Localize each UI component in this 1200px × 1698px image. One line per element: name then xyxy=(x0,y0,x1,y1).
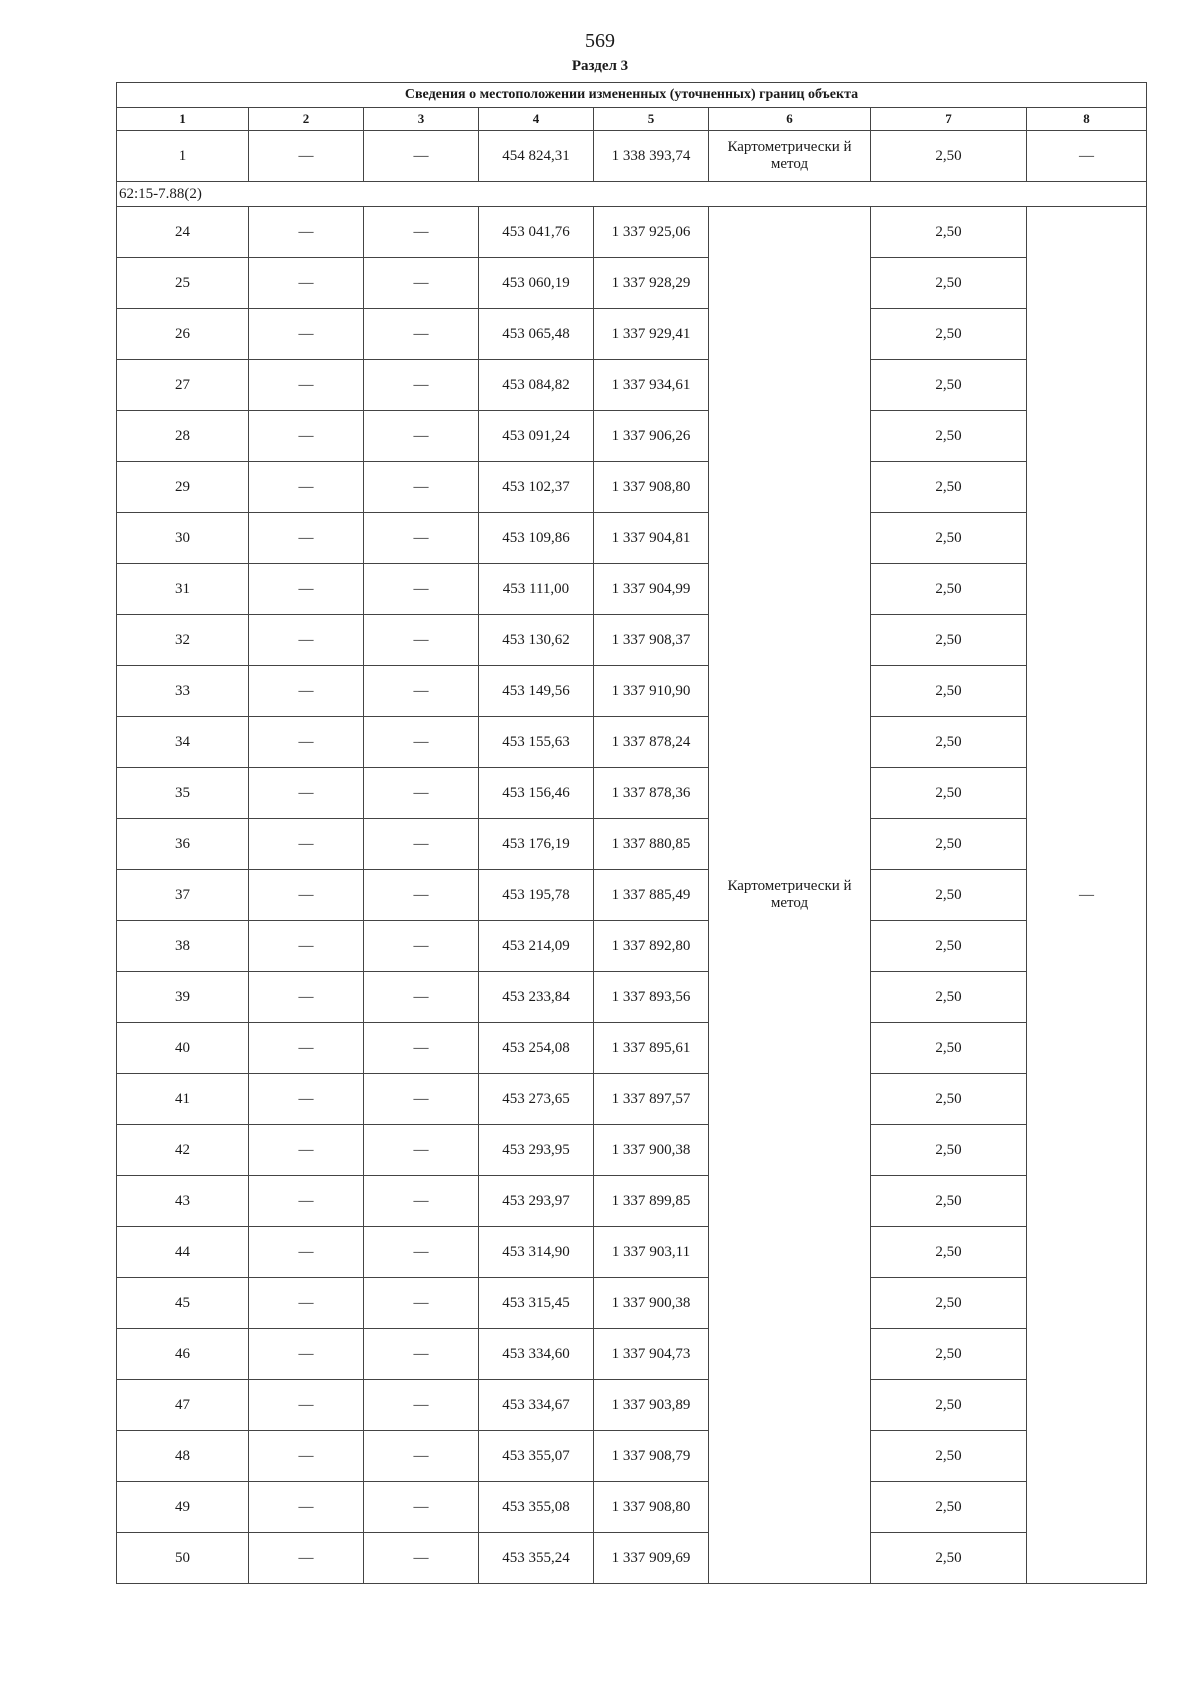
y-coordinate: 1 337 934,61 xyxy=(594,360,709,411)
table-caption: Сведения о местоположении измененных (уточненных) границ объекта xyxy=(117,83,1147,108)
column-3-value: — xyxy=(364,921,479,972)
column-2-value: — xyxy=(249,411,364,462)
y-coordinate: 1 337 895,61 xyxy=(594,1023,709,1074)
column-2-value: — xyxy=(249,1431,364,1482)
x-coordinate: 453 293,97 xyxy=(479,1176,594,1227)
point-number: 29 xyxy=(117,462,249,513)
accuracy-value: 2,50 xyxy=(871,1380,1027,1431)
column-3-value: — xyxy=(364,1482,479,1533)
y-coordinate: 1 337 900,38 xyxy=(594,1125,709,1176)
table-row xyxy=(117,564,1147,615)
point-number: 33 xyxy=(117,666,249,717)
point-number: 27 xyxy=(117,360,249,411)
table-row xyxy=(117,921,1147,972)
point-number: 31 xyxy=(117,564,249,615)
column-2-value: — xyxy=(249,870,364,921)
y-coordinate: 1 337 908,79 xyxy=(594,1431,709,1482)
accuracy-value: 2,50 xyxy=(871,1278,1027,1329)
x-coordinate: 453 355,24 xyxy=(479,1533,594,1584)
column-2-value: — xyxy=(249,717,364,768)
accuracy-value: 2,50 xyxy=(871,717,1027,768)
accuracy-value: 2,50 xyxy=(871,819,1027,870)
x-coordinate: 453 156,46 xyxy=(479,768,594,819)
accuracy-value: 2,50 xyxy=(871,768,1027,819)
x-coordinate: 453 293,95 xyxy=(479,1125,594,1176)
column-2-value: — xyxy=(249,258,364,309)
table-row xyxy=(117,972,1147,1023)
point-number: 36 xyxy=(117,819,249,870)
y-coordinate: 1 338 393,74 xyxy=(594,131,709,182)
column-3-value: — xyxy=(364,819,479,870)
column-2-value: — xyxy=(249,462,364,513)
y-coordinate: 1 337 897,57 xyxy=(594,1074,709,1125)
column-3-value: — xyxy=(364,131,479,182)
point-number: 1 xyxy=(117,131,249,182)
table-row xyxy=(117,411,1147,462)
table-row xyxy=(117,207,1147,258)
column-number: 1 xyxy=(117,108,249,131)
column-3-value: — xyxy=(364,717,479,768)
column-number-row xyxy=(117,108,1147,131)
column-3-value: — xyxy=(364,1023,479,1074)
method-cell: Картометрически й метод xyxy=(709,207,871,1584)
point-number: 48 xyxy=(117,1431,249,1482)
column-2-value: — xyxy=(249,1176,364,1227)
table-row xyxy=(117,1074,1147,1125)
table-row xyxy=(117,1278,1147,1329)
column-2-value: — xyxy=(249,819,364,870)
x-coordinate: 453 130,62 xyxy=(479,615,594,666)
section-title: Раздел 3 xyxy=(571,58,629,74)
y-coordinate: 1 337 899,85 xyxy=(594,1176,709,1227)
table-caption-row xyxy=(117,83,1147,108)
y-coordinate: 1 337 893,56 xyxy=(594,972,709,1023)
column-number: 2 xyxy=(249,108,364,131)
column-2-value: — xyxy=(249,131,364,182)
column-2-value: — xyxy=(249,1125,364,1176)
column-8-value: — xyxy=(1027,131,1147,182)
table-row xyxy=(117,717,1147,768)
table-row xyxy=(117,768,1147,819)
x-coordinate: 453 111,00 xyxy=(479,564,594,615)
column-number: 8 xyxy=(1027,108,1147,131)
column-number: 6 xyxy=(709,108,871,131)
x-coordinate: 453 060,19 xyxy=(479,258,594,309)
column-3-value: — xyxy=(364,309,479,360)
point-number: 46 xyxy=(117,1329,249,1380)
x-coordinate: 453 176,19 xyxy=(479,819,594,870)
table-row xyxy=(117,1533,1147,1584)
column-3-value: — xyxy=(364,258,479,309)
point-number: 43 xyxy=(117,1176,249,1227)
point-number: 26 xyxy=(117,309,249,360)
accuracy-value: 2,50 xyxy=(871,615,1027,666)
column-2-value: — xyxy=(249,921,364,972)
accuracy-value: 2,50 xyxy=(871,1329,1027,1380)
y-coordinate: 1 337 925,06 xyxy=(594,207,709,258)
x-coordinate: 453 233,84 xyxy=(479,972,594,1023)
accuracy-value: 2,50 xyxy=(871,1176,1027,1227)
accuracy-value: 2,50 xyxy=(871,972,1027,1023)
column-2-value: — xyxy=(249,1227,364,1278)
accuracy-value: 2,50 xyxy=(871,1074,1027,1125)
y-coordinate: 1 337 903,11 xyxy=(594,1227,709,1278)
column-2-value: — xyxy=(249,207,364,258)
table-row xyxy=(117,1227,1147,1278)
x-coordinate: 453 084,82 xyxy=(479,360,594,411)
column-2-value: — xyxy=(249,309,364,360)
column-2-value: — xyxy=(249,1023,364,1074)
column-3-value: — xyxy=(364,666,479,717)
column-2-value: — xyxy=(249,768,364,819)
accuracy-value: 2,50 xyxy=(871,131,1027,182)
x-coordinate: 453 273,65 xyxy=(479,1074,594,1125)
table-row xyxy=(117,309,1147,360)
column-3-value: — xyxy=(364,615,479,666)
column-3-value: — xyxy=(364,360,479,411)
column-3-value: — xyxy=(364,1227,479,1278)
column-3-value: — xyxy=(364,972,479,1023)
y-coordinate: 1 337 878,24 xyxy=(594,717,709,768)
table-row xyxy=(117,1329,1147,1380)
accuracy-value: 2,50 xyxy=(871,411,1027,462)
column-2-value: — xyxy=(249,1074,364,1125)
point-number: 39 xyxy=(117,972,249,1023)
table-row xyxy=(117,819,1147,870)
x-coordinate: 453 214,09 xyxy=(479,921,594,972)
boundary-table xyxy=(116,82,1147,1584)
x-coordinate: 453 315,45 xyxy=(479,1278,594,1329)
column-3-value: — xyxy=(364,462,479,513)
accuracy-value: 2,50 xyxy=(871,1533,1027,1584)
x-coordinate: 453 334,67 xyxy=(479,1380,594,1431)
y-coordinate: 1 337 903,89 xyxy=(594,1380,709,1431)
column-2-value: — xyxy=(249,1482,364,1533)
column-3-value: — xyxy=(364,1380,479,1431)
column-3-value: — xyxy=(364,768,479,819)
x-coordinate: 453 102,37 xyxy=(479,462,594,513)
group-label: 62:15-7.88(2) xyxy=(117,182,1147,207)
point-number: 32 xyxy=(117,615,249,666)
column-3-value: — xyxy=(364,1431,479,1482)
column-3-value: — xyxy=(364,1329,479,1380)
column-2-value: — xyxy=(249,972,364,1023)
point-number: 40 xyxy=(117,1023,249,1074)
column-3-value: — xyxy=(364,1278,479,1329)
y-coordinate: 1 337 904,81 xyxy=(594,513,709,564)
column-number: 7 xyxy=(871,108,1027,131)
x-coordinate: 453 195,78 xyxy=(479,870,594,921)
accuracy-value: 2,50 xyxy=(871,309,1027,360)
column-3-value: — xyxy=(364,1074,479,1125)
table-row xyxy=(117,1482,1147,1533)
y-coordinate: 1 337 929,41 xyxy=(594,309,709,360)
x-coordinate: 453 314,90 xyxy=(479,1227,594,1278)
accuracy-value: 2,50 xyxy=(871,462,1027,513)
y-coordinate: 1 337 909,69 xyxy=(594,1533,709,1584)
x-coordinate: 453 149,56 xyxy=(479,666,594,717)
point-number: 37 xyxy=(117,870,249,921)
y-coordinate: 1 337 904,99 xyxy=(594,564,709,615)
x-coordinate: 453 109,86 xyxy=(479,513,594,564)
x-coordinate: 453 355,07 xyxy=(479,1431,594,1482)
table-row xyxy=(117,1176,1147,1227)
y-coordinate: 1 337 928,29 xyxy=(594,258,709,309)
point-number: 38 xyxy=(117,921,249,972)
table-row xyxy=(117,1023,1147,1074)
column-3-value: — xyxy=(364,870,479,921)
column-number: 3 xyxy=(364,108,479,131)
x-coordinate: 453 334,60 xyxy=(479,1329,594,1380)
y-coordinate: 1 337 880,85 xyxy=(594,819,709,870)
x-coordinate: 453 041,76 xyxy=(479,207,594,258)
y-coordinate: 1 337 878,36 xyxy=(594,768,709,819)
accuracy-value: 2,50 xyxy=(871,666,1027,717)
column-2-value: — xyxy=(249,564,364,615)
column-2-value: — xyxy=(249,666,364,717)
point-number: 34 xyxy=(117,717,249,768)
y-coordinate: 1 337 908,37 xyxy=(594,615,709,666)
table-row xyxy=(117,666,1147,717)
column-number: 5 xyxy=(594,108,709,131)
accuracy-value: 2,50 xyxy=(871,870,1027,921)
column-2-value: — xyxy=(249,1380,364,1431)
accuracy-value: 2,50 xyxy=(871,207,1027,258)
point-number: 44 xyxy=(117,1227,249,1278)
x-coordinate: 453 155,63 xyxy=(479,717,594,768)
column-3-value: — xyxy=(364,207,479,258)
column-number: 4 xyxy=(479,108,594,131)
point-number: 28 xyxy=(117,411,249,462)
column-3-value: — xyxy=(364,1533,479,1584)
column-2-value: — xyxy=(249,1329,364,1380)
column-3-value: — xyxy=(364,411,479,462)
point-number: 24 xyxy=(117,207,249,258)
y-coordinate: 1 337 908,80 xyxy=(594,462,709,513)
y-coordinate: 1 337 900,38 xyxy=(594,1278,709,1329)
accuracy-value: 2,50 xyxy=(871,1482,1027,1533)
column-2-value: — xyxy=(249,360,364,411)
x-coordinate: 454 824,31 xyxy=(479,131,594,182)
column-2-value: — xyxy=(249,1533,364,1584)
point-number: 50 xyxy=(117,1533,249,1584)
point-number: 49 xyxy=(117,1482,249,1533)
column-2-value: — xyxy=(249,1278,364,1329)
x-coordinate: 453 065,48 xyxy=(479,309,594,360)
table-row xyxy=(117,513,1147,564)
group-header-row xyxy=(117,182,1147,207)
column-8-value: — xyxy=(1027,207,1147,1584)
table-row xyxy=(117,360,1147,411)
table-row xyxy=(117,1380,1147,1431)
table-row xyxy=(117,131,1147,182)
accuracy-value: 2,50 xyxy=(871,258,1027,309)
table-row xyxy=(117,462,1147,513)
table-row xyxy=(117,1431,1147,1482)
column-3-value: — xyxy=(364,513,479,564)
table-row xyxy=(117,1125,1147,1176)
accuracy-value: 2,50 xyxy=(871,1023,1027,1074)
accuracy-value: 2,50 xyxy=(871,921,1027,972)
y-coordinate: 1 337 910,90 xyxy=(594,666,709,717)
point-number: 41 xyxy=(117,1074,249,1125)
y-coordinate: 1 337 885,49 xyxy=(594,870,709,921)
point-number: 47 xyxy=(117,1380,249,1431)
accuracy-value: 2,50 xyxy=(871,564,1027,615)
x-coordinate: 453 254,08 xyxy=(479,1023,594,1074)
column-2-value: — xyxy=(249,513,364,564)
table-row xyxy=(117,870,1147,921)
accuracy-value: 2,50 xyxy=(871,360,1027,411)
method-cell: Картометрически й метод xyxy=(709,131,871,182)
accuracy-value: 2,50 xyxy=(871,513,1027,564)
table-row xyxy=(117,615,1147,666)
point-number: 35 xyxy=(117,768,249,819)
accuracy-value: 2,50 xyxy=(871,1431,1027,1482)
y-coordinate: 1 337 906,26 xyxy=(594,411,709,462)
table-row xyxy=(117,258,1147,309)
column-3-value: — xyxy=(364,1125,479,1176)
column-3-value: — xyxy=(364,564,479,615)
point-number: 42 xyxy=(117,1125,249,1176)
point-number: 45 xyxy=(117,1278,249,1329)
x-coordinate: 453 091,24 xyxy=(479,411,594,462)
y-coordinate: 1 337 892,80 xyxy=(594,921,709,972)
x-coordinate: 453 355,08 xyxy=(479,1482,594,1533)
page-number: 569 xyxy=(585,30,615,52)
y-coordinate: 1 337 908,80 xyxy=(594,1482,709,1533)
point-number: 25 xyxy=(117,258,249,309)
accuracy-value: 2,50 xyxy=(871,1125,1027,1176)
column-3-value: — xyxy=(364,1176,479,1227)
column-2-value: — xyxy=(249,615,364,666)
accuracy-value: 2,50 xyxy=(871,1227,1027,1278)
y-coordinate: 1 337 904,73 xyxy=(594,1329,709,1380)
point-number: 30 xyxy=(117,513,249,564)
